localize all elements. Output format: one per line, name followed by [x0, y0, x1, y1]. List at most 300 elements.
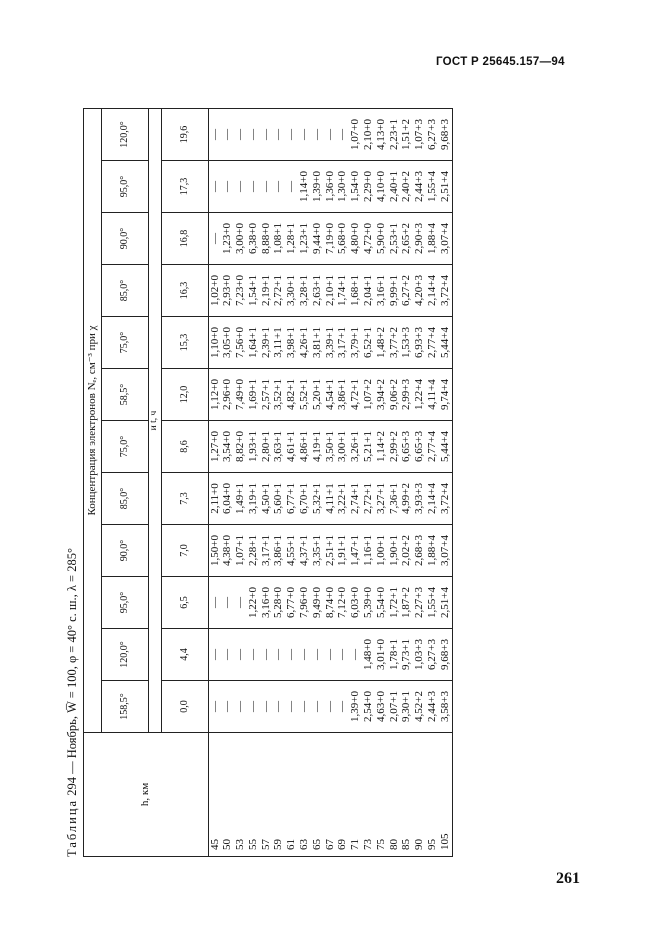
- value-cell: 5,44+4: [439, 317, 452, 369]
- value-cell: 2,10+1: [324, 265, 337, 317]
- group-header: Концентрация электронов Nₑ, см⁻³ при χ: [84, 109, 102, 733]
- value-cell: 2,14+4: [427, 265, 440, 317]
- value-cell: 2,63+1: [311, 265, 324, 317]
- table-row: [414, 109, 427, 857]
- value-cell: —: [235, 681, 248, 733]
- chi-header-cell: 95,0°: [102, 161, 149, 213]
- value-cell: 2,53+1: [388, 213, 401, 265]
- value-cell: 5,32+1: [311, 473, 324, 525]
- value-cell: —: [209, 629, 222, 681]
- value-cell: 8,88+0: [260, 213, 273, 265]
- value-cell: —: [286, 681, 299, 733]
- value-cell: 1,55+4: [427, 161, 440, 213]
- value-cell: —: [337, 629, 350, 681]
- value-cell: 1,87+2: [401, 577, 414, 629]
- h-cell: 61: [286, 733, 299, 857]
- h-cell: 80: [388, 733, 401, 857]
- value-cell: 2,51+4: [439, 577, 452, 629]
- value-cell: 4,37+1: [299, 525, 312, 577]
- h-cell: 67: [324, 733, 337, 857]
- value-cell: 2,96+0: [222, 369, 235, 421]
- table-row: [260, 109, 273, 857]
- chi-header-cell: 158,5°: [102, 681, 149, 733]
- h-cell: 75: [375, 733, 388, 857]
- value-cell: 1,10+0: [209, 317, 222, 369]
- value-cell: 2,93+0: [222, 265, 235, 317]
- value-cell: —: [286, 161, 299, 213]
- value-cell: 3,39+1: [324, 317, 337, 369]
- value-cell: 4,11+1: [324, 473, 337, 525]
- value-cell: 6,04+0: [222, 473, 235, 525]
- value-cell: 3,11+1: [273, 317, 286, 369]
- value-cell: 4,61+1: [286, 421, 299, 473]
- value-cell: 3,58+3: [439, 681, 452, 733]
- value-cell: 6,52+1: [363, 317, 376, 369]
- value-cell: 8,74+0: [324, 577, 337, 629]
- value-cell: 9,74+4: [439, 369, 452, 421]
- value-cell: 2,19+1: [260, 265, 273, 317]
- t-header-cell: 0,0: [162, 681, 209, 733]
- h-cell: 73: [363, 733, 376, 857]
- value-cell: —: [311, 109, 324, 161]
- table-row: [222, 109, 235, 857]
- chi-header-cell: 120,0°: [102, 109, 149, 161]
- value-cell: —: [209, 213, 222, 265]
- value-cell: 2,07+1: [388, 681, 401, 733]
- value-cell: —: [209, 681, 222, 733]
- value-cell: 2,99+3: [401, 369, 414, 421]
- value-cell: 5,28+0: [273, 577, 286, 629]
- value-cell: 3,22+1: [337, 473, 350, 525]
- value-cell: 1,07+1: [235, 525, 248, 577]
- chi-header-cell: 85,0°: [102, 265, 149, 317]
- value-cell: 1,93+1: [247, 421, 260, 473]
- value-cell: —: [247, 109, 260, 161]
- value-cell: 3,30+1: [286, 265, 299, 317]
- value-cell: 1,00+1: [375, 525, 388, 577]
- value-cell: 4,54+1: [324, 369, 337, 421]
- value-cell: 2,54+0: [363, 681, 376, 733]
- value-cell: 3,72+4: [439, 265, 452, 317]
- value-cell: 4,10+0: [375, 161, 388, 213]
- t-header-cell: 7,3: [162, 473, 209, 525]
- value-cell: —: [324, 109, 337, 161]
- standard-header: ГОСТ Р 25645.157—94: [436, 56, 565, 68]
- value-cell: 9,30+1: [401, 681, 414, 733]
- h-cell: 69: [337, 733, 350, 857]
- value-cell: 1,30+0: [337, 161, 350, 213]
- value-cell: 1,64+1: [247, 317, 260, 369]
- t-header-cell: 17,3: [162, 161, 209, 213]
- value-cell: 6,27+3: [427, 109, 440, 161]
- value-cell: —: [273, 161, 286, 213]
- value-cell: 9,99+1: [388, 265, 401, 317]
- value-cell: 6,77+0: [286, 577, 299, 629]
- value-cell: 3,54+0: [222, 421, 235, 473]
- caption-rest: — Ноябрь, W̅ = 100, φ = 40° с. ш., λ = 285°: [65, 548, 79, 774]
- h-cell: 63: [299, 733, 312, 857]
- value-cell: 1,39+0: [311, 161, 324, 213]
- value-cell: —: [235, 577, 248, 629]
- value-cell: 5,39+0: [363, 577, 376, 629]
- value-cell: 1,48+2: [375, 317, 388, 369]
- value-cell: 3,07+4: [439, 525, 452, 577]
- h-column-header: h, км: [84, 733, 209, 857]
- h-cell: 95: [427, 733, 440, 857]
- table-row: [350, 109, 363, 857]
- t-header-cell: 8,6: [162, 421, 209, 473]
- chi-header-cell: 75,0°: [102, 421, 149, 473]
- value-cell: 1,36+0: [324, 161, 337, 213]
- value-cell: 5,60+1: [273, 473, 286, 525]
- value-cell: 4,52+2: [414, 681, 427, 733]
- value-cell: 4,86+1: [299, 421, 312, 473]
- value-cell: —: [324, 629, 337, 681]
- value-cell: —: [222, 629, 235, 681]
- t-header-cell: 6,5: [162, 577, 209, 629]
- value-cell: 2,44+3: [414, 161, 427, 213]
- table-row: [324, 109, 337, 857]
- value-cell: 2,39+1: [260, 317, 273, 369]
- h-cell: 55: [247, 733, 260, 857]
- value-cell: 2,02+2: [401, 525, 414, 577]
- chi-header-cell: 85,0°: [102, 473, 149, 525]
- h-cell: 65: [311, 733, 324, 857]
- value-cell: 1,23+1: [299, 213, 312, 265]
- value-cell: 2,10+0: [363, 109, 376, 161]
- value-cell: 4,38+0: [222, 525, 235, 577]
- value-cell: 6,03+0: [350, 577, 363, 629]
- value-cell: 4,99+2: [401, 473, 414, 525]
- value-cell: 3,17+1: [337, 317, 350, 369]
- value-cell: 3,17+1: [260, 525, 273, 577]
- table-row: [235, 109, 248, 857]
- value-cell: 1,03+3: [414, 629, 427, 681]
- value-cell: —: [273, 109, 286, 161]
- value-cell: 1,91+1: [337, 525, 350, 577]
- table-row: [209, 109, 222, 857]
- value-cell: 1,69+1: [247, 369, 260, 421]
- value-cell: 3,81+1: [311, 317, 324, 369]
- value-cell: 2,44+3: [427, 681, 440, 733]
- value-cell: 1,50+0: [209, 525, 222, 577]
- value-cell: —: [260, 681, 273, 733]
- value-cell: —: [222, 161, 235, 213]
- value-cell: 3,19+1: [247, 473, 260, 525]
- value-cell: 1,78+1: [388, 629, 401, 681]
- value-cell: 2,51+4: [439, 161, 452, 213]
- h-cell: 71: [350, 733, 363, 857]
- value-cell: 1,74+1: [337, 265, 350, 317]
- value-cell: 1,14+2: [375, 421, 388, 473]
- chi-header-cell: 120,0°: [102, 629, 149, 681]
- table-row: [388, 109, 401, 857]
- value-cell: 5,68+0: [337, 213, 350, 265]
- value-cell: 3,72+4: [439, 473, 452, 525]
- value-cell: 1,16+1: [363, 525, 376, 577]
- table-caption: [63, 97, 81, 857]
- value-cell: 3,16+1: [375, 265, 388, 317]
- value-cell: —: [222, 681, 235, 733]
- value-cell: 9,06+2: [388, 369, 401, 421]
- value-cell: 2,99+2: [388, 421, 401, 473]
- table-row: [286, 109, 299, 857]
- value-cell: —: [235, 109, 248, 161]
- value-cell: 1,02+0: [209, 265, 222, 317]
- value-cell: 1,88+4: [427, 213, 440, 265]
- value-cell: 3,35+1: [311, 525, 324, 577]
- value-cell: 1,12+0: [209, 369, 222, 421]
- h-cell: 85: [401, 733, 414, 857]
- value-cell: 2,77+4: [427, 317, 440, 369]
- value-cell: 8,82+0: [235, 421, 248, 473]
- value-cell: 3,63+1: [273, 421, 286, 473]
- value-cell: 7,56+0: [235, 317, 248, 369]
- value-cell: 1,55+4: [427, 577, 440, 629]
- value-cell: 1,47+1: [350, 525, 363, 577]
- table-row: [311, 109, 324, 857]
- value-cell: 1,22+4: [414, 369, 427, 421]
- value-cell: —: [247, 629, 260, 681]
- value-cell: 2,77+4: [427, 421, 440, 473]
- table-row: [363, 109, 376, 857]
- value-cell: —: [324, 681, 337, 733]
- value-cell: —: [337, 109, 350, 161]
- value-cell: —: [209, 577, 222, 629]
- value-cell: —: [260, 161, 273, 213]
- value-cell: 6,65+3: [414, 421, 427, 473]
- value-cell: 9,73+1: [401, 629, 414, 681]
- value-cell: 4,63+0: [375, 681, 388, 733]
- value-cell: —: [286, 629, 299, 681]
- value-cell: 1,27+0: [209, 421, 222, 473]
- value-cell: 1,08+1: [273, 213, 286, 265]
- value-cell: 3,00+1: [337, 421, 350, 473]
- value-cell: 2,65+2: [401, 213, 414, 265]
- value-cell: 3,86+1: [273, 525, 286, 577]
- value-cell: —: [286, 109, 299, 161]
- value-cell: 7,19+0: [324, 213, 337, 265]
- value-cell: 3,50+1: [324, 421, 337, 473]
- value-cell: 6,70+1: [299, 473, 312, 525]
- table-row: [273, 109, 286, 857]
- value-cell: 3,28+1: [299, 265, 312, 317]
- value-cell: 3,52+1: [273, 369, 286, 421]
- t-header-cell: 4,4: [162, 629, 209, 681]
- value-cell: 1,14+0: [299, 161, 312, 213]
- value-cell: 6,27+2: [401, 265, 414, 317]
- value-cell: 5,20+1: [311, 369, 324, 421]
- h-cell: 90: [414, 733, 427, 857]
- value-cell: —: [209, 109, 222, 161]
- value-cell: 4,13+0: [375, 109, 388, 161]
- value-cell: 6,65+3: [401, 421, 414, 473]
- value-cell: 1,23+0: [222, 213, 235, 265]
- t-header-cell: 7,0: [162, 525, 209, 577]
- value-cell: 1,28+1: [286, 213, 299, 265]
- value-cell: 6,93+3: [414, 317, 427, 369]
- t-header-cell: 15,3: [162, 317, 209, 369]
- value-cell: 2,29+0: [363, 161, 376, 213]
- value-cell: 1,72+1: [388, 577, 401, 629]
- h-cell: 50: [222, 733, 235, 857]
- value-cell: 7,12+0: [337, 577, 350, 629]
- value-cell: 2,57+1: [260, 369, 273, 421]
- value-cell: 1,07+3: [414, 109, 427, 161]
- value-cell: 2,14+4: [427, 473, 440, 525]
- value-cell: —: [247, 161, 260, 213]
- value-cell: 5,90+0: [375, 213, 388, 265]
- value-cell: —: [247, 681, 260, 733]
- value-cell: 4,55+1: [286, 525, 299, 577]
- value-cell: 5,44+4: [439, 421, 452, 473]
- value-cell: —: [235, 629, 248, 681]
- table-body: [209, 109, 453, 857]
- value-cell: 3,26+1: [350, 421, 363, 473]
- value-cell: 9,68+3: [439, 629, 452, 681]
- value-cell: 4,72+1: [350, 369, 363, 421]
- value-cell: 3,86+1: [337, 369, 350, 421]
- table-row: [375, 109, 388, 857]
- table-row: [439, 109, 452, 857]
- value-cell: —: [235, 161, 248, 213]
- page-number: 261: [556, 870, 580, 887]
- caption-prefix: Таблица: [65, 798, 79, 857]
- value-cell: —: [311, 681, 324, 733]
- value-cell: 2,68+3: [414, 525, 427, 577]
- value-cell: 3,01+0: [375, 629, 388, 681]
- value-cell: 5,21+1: [363, 421, 376, 473]
- value-cell: 3,79+1: [350, 317, 363, 369]
- t-unit-header: и t, ч: [149, 109, 162, 733]
- chi-header-cell: 95,0°: [102, 577, 149, 629]
- value-cell: 9,44+0: [311, 213, 324, 265]
- value-cell: 1,07+2: [363, 369, 376, 421]
- value-cell: 7,96+0: [299, 577, 312, 629]
- value-cell: —: [222, 577, 235, 629]
- value-cell: 4,19+1: [311, 421, 324, 473]
- value-cell: 2,23+1: [388, 109, 401, 161]
- h-cell: 105: [439, 733, 452, 857]
- value-cell: 4,20+3: [414, 265, 427, 317]
- value-cell: 2,27+3: [414, 577, 427, 629]
- value-cell: 6,27+3: [427, 629, 440, 681]
- value-cell: 1,51+2: [401, 109, 414, 161]
- value-cell: 2,51+1: [324, 525, 337, 577]
- value-cell: 3,00+0: [235, 213, 248, 265]
- value-cell: 2,28+1: [247, 525, 260, 577]
- chi-header-cell: 75,0°: [102, 317, 149, 369]
- h-cell: 53: [235, 733, 248, 857]
- chi-header-cell: 58,5°: [102, 369, 149, 421]
- value-cell: 3,77+2: [388, 317, 401, 369]
- value-cell: —: [273, 681, 286, 733]
- caption-number: 294: [65, 777, 79, 796]
- t-header-cell: 16,8: [162, 213, 209, 265]
- value-cell: —: [260, 109, 273, 161]
- value-cell: 4,50+1: [260, 473, 273, 525]
- value-cell: —: [222, 109, 235, 161]
- h-cell: 45: [209, 733, 222, 857]
- value-cell: —: [299, 681, 312, 733]
- value-cell: 2,40+1: [388, 161, 401, 213]
- value-cell: 9,49+0: [311, 577, 324, 629]
- value-cell: 4,11+4: [427, 369, 440, 421]
- value-cell: 1,54+1: [247, 265, 260, 317]
- value-cell: 1,07+0: [350, 109, 363, 161]
- value-cell: —: [299, 629, 312, 681]
- value-cell: 7,23+0: [235, 265, 248, 317]
- table-row: [401, 109, 414, 857]
- value-cell: 2,11+0: [209, 473, 222, 525]
- value-cell: —: [350, 629, 363, 681]
- h-cell: 59: [273, 733, 286, 857]
- h-cell: 57: [260, 733, 273, 857]
- value-cell: 3,27+1: [375, 473, 388, 525]
- value-cell: 4,26+1: [299, 317, 312, 369]
- value-cell: 1,49+1: [235, 473, 248, 525]
- value-cell: 1,90+1: [388, 525, 401, 577]
- t-header-cell: 19,6: [162, 109, 209, 161]
- value-cell: 3,98+1: [286, 317, 299, 369]
- value-cell: —: [273, 629, 286, 681]
- value-cell: 5,54+0: [375, 577, 388, 629]
- value-cell: 3,07+4: [439, 213, 452, 265]
- chi-header-cell: 90,0°: [102, 213, 149, 265]
- value-cell: 2,72+1: [363, 473, 376, 525]
- value-cell: 3,93+3: [414, 473, 427, 525]
- value-cell: 7,36+1: [388, 473, 401, 525]
- value-cell: 7,49+0: [235, 369, 248, 421]
- value-cell: 5,52+1: [299, 369, 312, 421]
- value-cell: —: [299, 109, 312, 161]
- table-row: [337, 109, 350, 857]
- value-cell: 3,16+0: [260, 577, 273, 629]
- electron-density-table: [83, 108, 453, 857]
- value-cell: 4,80+0: [350, 213, 363, 265]
- value-cell: 4,82+1: [286, 369, 299, 421]
- table-row: [427, 109, 440, 857]
- value-cell: 1,39+0: [350, 681, 363, 733]
- value-cell: 6,77+1: [286, 473, 299, 525]
- value-cell: —: [260, 629, 273, 681]
- chi-header-cell: 90,0°: [102, 525, 149, 577]
- value-cell: 1,22+0: [247, 577, 260, 629]
- value-cell: 2,74+1: [350, 473, 363, 525]
- value-cell: 1,68+1: [350, 265, 363, 317]
- value-cell: —: [337, 681, 350, 733]
- value-cell: 1,53+3: [401, 317, 414, 369]
- value-cell: 2,72+1: [273, 265, 286, 317]
- rotated-table-block: [63, 97, 503, 857]
- table-row: [299, 109, 312, 857]
- t-header-cell: 12,0: [162, 369, 209, 421]
- value-cell: 6,38+0: [247, 213, 260, 265]
- value-cell: 1,48+0: [363, 629, 376, 681]
- value-cell: 1,88+4: [427, 525, 440, 577]
- value-cell: 3,94+2: [375, 369, 388, 421]
- t-header-cell: 16,3: [162, 265, 209, 317]
- value-cell: 2,90+3: [414, 213, 427, 265]
- table-row: [247, 109, 260, 857]
- value-cell: 1,54+0: [350, 161, 363, 213]
- value-cell: —: [311, 629, 324, 681]
- value-cell: 2,40+2: [401, 161, 414, 213]
- value-cell: 2,80+1: [260, 421, 273, 473]
- value-cell: 9,68+3: [439, 109, 452, 161]
- value-cell: —: [209, 161, 222, 213]
- value-cell: 3,05+0: [222, 317, 235, 369]
